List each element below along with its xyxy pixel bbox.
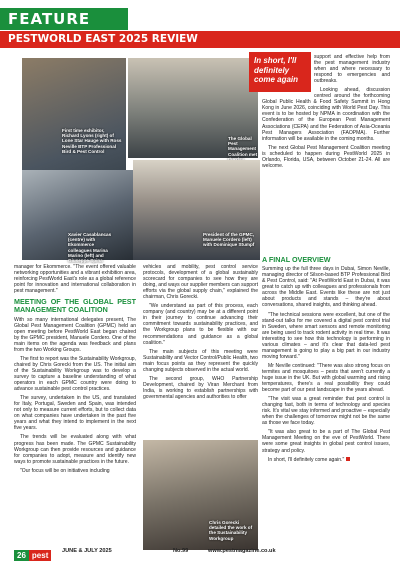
section-heading: MEETING OF THE GLOBAL PEST MANAGEMENT COALITION [14,297,136,315]
photo-chris-gorecki [143,440,258,550]
paragraph [262,457,390,463]
photo-gpmc-president [133,160,260,260]
issue-date: JUNE & JULY 2025 [62,548,112,554]
paragraph: "The visit was a great reminder that pest control is changing fast, both in terms of technology and species risk. It's vital we stay informed and proactive – especially when the challenges of tomorrow might not be the same as those we face today. [262,396,390,427]
pull-quote: In short, I'll definitely come again [249,52,311,92]
photo-caption: President of the GPMC, Manuele Cordero (left) with Dominique Stumpf [203,232,255,248]
paragraph: "The technical sessions were excellent, but one of the stand-out talks for me covered a digital pest control trial in Sweden, where smart sensors and remote monitoring are being used to track rodent activity in real time. It was interesting to see how this technology is performing in various climates – and it's clear that data-led pest management is going to play a big part in our industry moving forward." [262,311,390,360]
page-title: PESTWORLD EAST 2025 REVIEW [8,33,198,45]
paragraph: The main subjects of this meeting were Sustainability and Vector Control/Public Health, two main focus points as they represent the quickly changing subjects observed in the actual world. [143,348,258,373]
paragraph: Looking ahead, discussion centred around the forthcoming Global Public Health & Food Safety Summit in Hong Kong in June 2026, coinciding with World Pest Day. This event is to be hosted by NPMA in coordination with the Confederation of the European Pest Management Associations (CEPA) and the Federation of Asia-Oceania Pest Managers Association (FAOPMA). Further information will be available in the coming months. [262,87,390,142]
issue-number: No.99 [173,548,189,554]
paragraph: With so many international delegates present, The Global Pest Management Coalition (GPMC) held an open meeting before PestWorld East began chaired by the GPMC president, Manuele Cordero. One of the main items on the agenda was feedback and plans from the two Working Groups. [14,316,136,353]
paragraph: manager for Ekommerce. "The event offered valuable networking opportunities and a vibrant exhibition area, reinforcing PestWorld East's role as a global reference point for innovation and international collaboration in pest management." [14,264,136,295]
paragraph: Summing up the full three days in Dubai, Simon Neville, managing director of Silson-based BTP Professional Bird & Pest Control, said: "At PestWorld East in Dubai, it was great to catch up with colleagues and professionals from across the Middle East. Events like these are not just about products and stands – they're about conversations, shared insights, and thinking ahead. [262,266,390,309]
end-mark-icon [346,457,350,461]
paragraph: The survey, undertaken in the US, and translated for Italy, Portugal, Sweden and Spain, was intended not only to measure current efforts, but to collect data on what companies have undertaken in the past five years and what they intend to implement in the next five years. [14,395,136,432]
photo-caption: Chris Gorecki detailed the work of the Sustainability Workgroup [209,520,253,541]
paragraph: The trends will be evaluated along with what progress has been made. The GPMC Sustainability Workgroup can then provide resources and guidance for companies to adopt, measure and identify new ways to promote sustainable practices in the future. [14,434,136,465]
paragraph: "Our focus will be on initiatives including [20,467,110,474]
website-url: www.pestmagazine.co.uk [208,548,276,554]
right-column-top [262,54,390,172]
paragraph: The next Global Pest Management Coalition meeting is scheduled to happen during PestWorld 2025 in Orlando, Florida, USA, between October 21-24. All are welcome. [262,144,390,169]
paragraph: "We understand as part of this process, each company (and country) may be at a different point in their journey to continue advancing their commitment towards sustainability practices, and the Workgroup plans to be flexible with our recommendations and guidance as a global coalition." [143,303,258,346]
final-overview [262,252,390,466]
photo-caption: The Global Pest Management Coalition met [228,136,258,157]
left-column [14,264,136,477]
photo-caption: Xavier Casablancas (centre) with Ekommerce colleagues Marina Marino (left) and Giuseppe Spina [68,232,112,264]
photo-coalition-meeting [128,58,258,158]
logo-number: 26 [14,550,29,561]
paragraph: "It was also great to be a part of The Global Pest Management Meeting on the eve of PestWorld. There were some great insights in global pest control issues, strategy and policy. [262,429,390,454]
paragraph: vehicles and mobility, pest control service protocols, development of a global sustainably scorecard for companies to see how they are doing, and ways our supplier members can support efforts via the global supply chain," explained the chairman, Chris Gorecki. [143,264,258,301]
logo-pest: pest [29,550,51,561]
paragraph: The second group, WHO Partnership Development, chaired by Viran Merchant from India, is working to establish partnerships with governmental agencies and authorities to offer [143,375,258,400]
closing-line: In short, I'll definitely come again." [268,456,345,463]
photo-caption: First time exhibitor, Richard Lyons (right) of Lone Star Hauge with Ross Neville BTP Professional Bird & Pest Control [62,128,122,154]
paragraph: Mr Neville continued: "There was also strong focus on termites and mosquitoes – pests that aren't currently a huge issue in the UK. But with global warming and rising temperatures, there's a real possibility they could become part of our pest landscape in the years ahead. [262,362,390,394]
footer-logo [14,545,51,560]
paragraph: support and effective help from the pest management industry when and where necessary to respond to emergencies and outbreaks. [314,54,390,85]
section-label: FEATURE [0,8,128,30]
section-heading: A FINAL OVERVIEW [262,255,331,264]
paragraph: The first to report was the Sustainability Workgroup, chaired by Chris Gorecki from the US. The initial aim of the Sustainability Workgroup was to develop a survey to capture a baseline understanding of what operators in each GPMC country were doing to advance sustainable pest control practices. [14,355,136,393]
middle-column [143,264,258,403]
